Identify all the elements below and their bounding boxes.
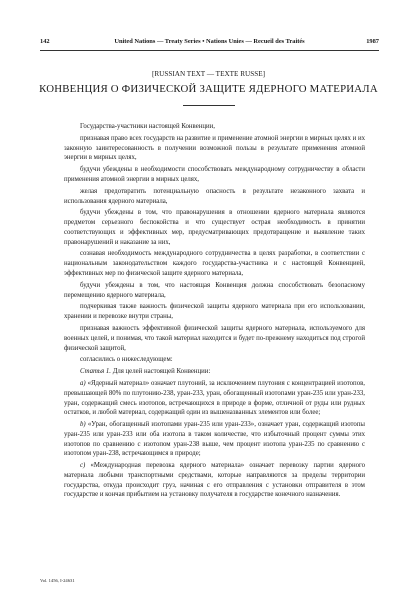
- preamble-paragraph: сознавая необходимость международного сотрудничества в целях разработки, в соответствии с национальным законодательством каждого государства-участника и с настоящей Конвенцией, эффективных мер по физической защите ядерного материала,: [64, 250, 365, 277]
- item-marker: b): [80, 421, 86, 429]
- preamble-paragraph: будучи убеждены в том, что настоящая Конвенция должна способствовать безопасному перемещению ядерного материала,: [64, 281, 365, 299]
- document-body: [64, 122, 365, 502]
- document-title: КОНВЕНЦИЯ О ФИЗИЧЕСКОЙ ЗАЩИТЕ ЯДЕРНОГО МАТЕРИАЛА: [39, 83, 378, 95]
- volume-reference: Vol. 1456, I-24631: [40, 578, 75, 583]
- preamble-paragraph: будучи убеждены в том, что правонарушения в отношении ядерного материала являются предметом серьезного беспокойства и что существует острая необходимость в принятии соответствующих и эффективных мер, предусматривающих предотвращение и выявление таких правонарушений и наказание за них,: [64, 209, 365, 246]
- preamble-paragraph: будучи убеждены в необходимости способствовать международному сотрудничеству в области применения атомной энергии в мирных целях,: [64, 166, 365, 183]
- article-item: [64, 379, 365, 418]
- article-item: [64, 420, 365, 459]
- header-rule: [40, 50, 379, 51]
- preamble-paragraph: признавая важность эффективной физической защиты ядерного материала, используемого для военных целей, и понимая, что такой материал находится и будет по-прежнему находиться под строгой физической защитой,: [64, 325, 365, 352]
- preamble-paragraph: признавая право всех государств на развитие и применение атомной энергии в мирных целях и их законную заинтересованность в получении возможной пользы в результате применения атомной энергии в мирных целях,: [64, 134, 365, 162]
- item-text: «Ядерный материал» означает плутоний, за исключением плутония с концентрацией изотопов, превышающей 80% по плутонию-238, уран-233, уран, обогащенный изотопами уран-235 или уран-233, уран, содержащий смесь изотопов, встречающихся в природе в форме, отличной от руды или рудных остатков, и любой материал, содержащий один из вышеназванных элементов или более;: [64, 380, 365, 417]
- item-text: «Уран, обогащенный изотопами уран-235 или уран-233», означает уран, содержащий изотопы уран-235 или уран-233 или оба изотопа в таком количестве, что избыточный процент суммы этих изотопов по сравнению с изотопом уран-238 выше, чем процент изотопа уран-235 по сравнению с изотопом уран-238, встречающимся в природе;: [64, 421, 365, 458]
- article-item: [64, 461, 365, 500]
- preamble-paragraph: согласились о нижеследующем:: [80, 356, 173, 364]
- preamble-paragraph: подчеркивая также важность физической защиты ядерного материала при его использовании, хранении и перевозке внутри страны,: [64, 303, 365, 321]
- title-rule: [183, 105, 235, 106]
- running-title: United Nations — Treaty Series • Nations Unies — Recueil des Traités: [114, 38, 305, 45]
- item-text: «Международная перевозка ядерного материала» означает перевозку партии ядерного материала любыми транспортными средствами, которые направляются за пределы территории государства, откуда происходит груз, начиная с его отправления с установки отправителя в этом государстве и кончая прибытием на установку получателя в государстве конечного назначения.: [64, 462, 366, 499]
- item-marker: c): [80, 462, 86, 470]
- header-year: 1987: [366, 38, 379, 45]
- preamble-paragraph: Государства-участники настоящей Конвенции,: [80, 123, 215, 130]
- article-intro: Для целей настоящей Конвенции:: [112, 368, 211, 376]
- language-note: [RUSSIAN TEXT — TEXTE RUSSE]: [151, 70, 265, 78]
- article-1-heading: [64, 367, 365, 377]
- page-number: 142: [40, 38, 50, 45]
- item-marker: a): [80, 380, 86, 388]
- article-label: Статья 1.: [80, 368, 111, 376]
- preamble-paragraph: желая предотвратить потенциальную опасность в результате незаконного захвата и использования ядерного материала,: [64, 187, 365, 205]
